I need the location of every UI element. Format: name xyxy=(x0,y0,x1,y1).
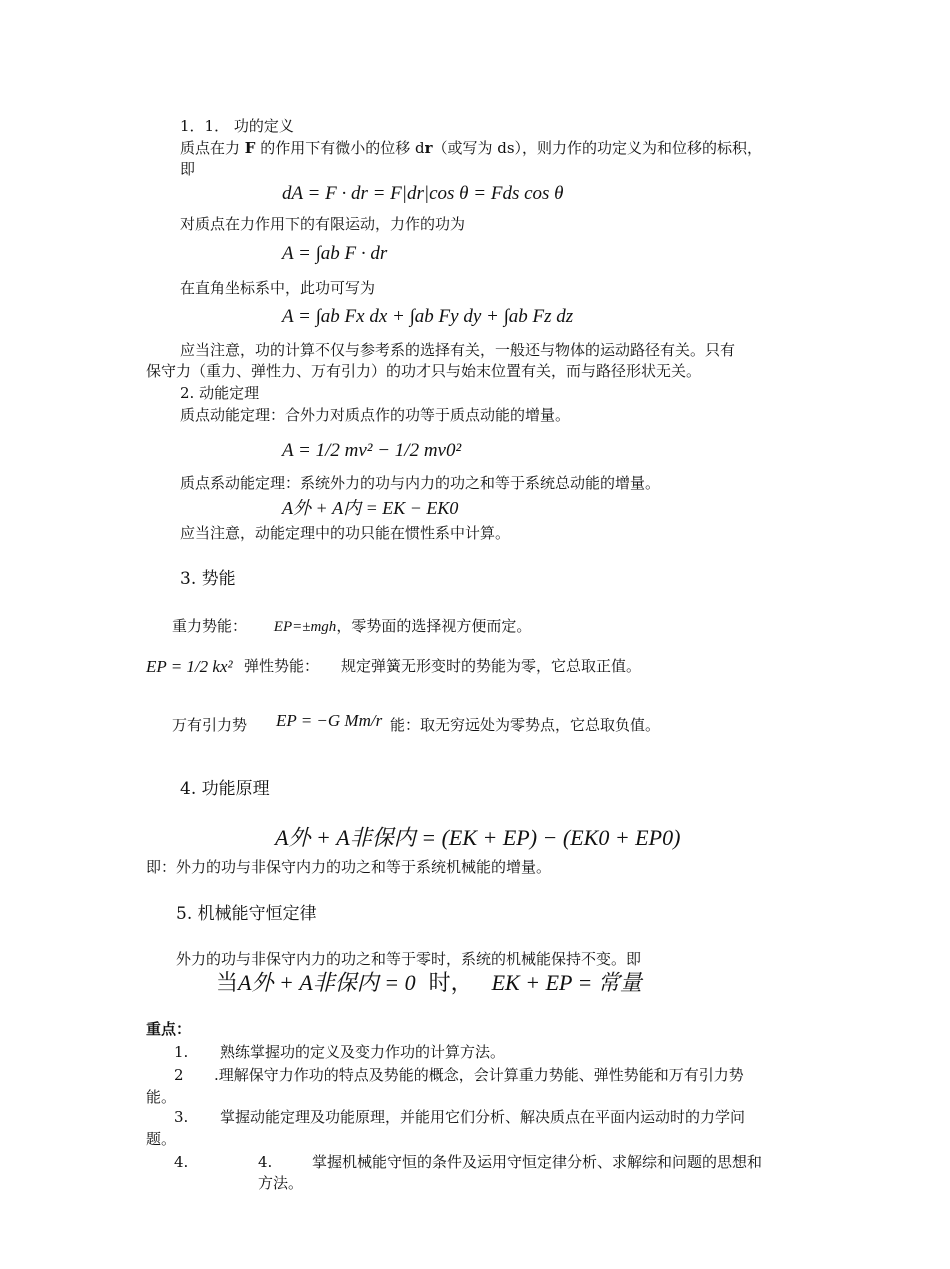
key-item-3-number: 3. xyxy=(174,1108,189,1126)
equation-conservation-line: 当A外 + A非保内 = 0 时， EK + EP = 常量 xyxy=(216,970,642,996)
key-item-3-cont: 题。 xyxy=(146,1130,177,1148)
s5-paragraph-1: 外力的功与非保守内力的功之和等于零时，系统的机械能保持不变。即 xyxy=(176,950,642,968)
equation-work-cartesian: A = ∫ab Fx dx + ∫ab Fy dy + ∫ab Fz dz xyxy=(282,306,574,327)
s1-paragraph-1: 质点在力 F 的作用下有微小的位移 dr（或写为 ds），则力作的功定义为和位移的标积， xyxy=(180,139,763,157)
section-1-title: 1．1． 功的定义 xyxy=(180,117,294,135)
section-3-title: 3. 势能 xyxy=(180,569,236,589)
s4-paragraph-1: 即：外力的功与非保守内力的功之和等于系统机械能的增量。 xyxy=(146,858,552,876)
universal-potential-formula: EP = −G Mm/r xyxy=(276,711,383,730)
key-item-2-number: 2 xyxy=(174,1066,184,1084)
equation-system-kinetic-energy: A外 + A内 = EK − EK0 xyxy=(282,498,459,518)
key-item-1-number: 1. xyxy=(174,1043,189,1061)
equation-kinetic-energy-theorem: A = 1/2 mv² − 1/2 mv0² xyxy=(282,440,462,461)
section-2-title: 2. 动能定理 xyxy=(180,384,260,402)
equation-work-element: dA = F · dr = F|dr|cos θ = Fds cos θ xyxy=(282,183,564,204)
equation-conservation-condition: A外 + A非保内 = 0 xyxy=(238,970,416,995)
s1-paragraph-4-cont: 保守力（重力、弹性力、万有引力）的功才只与始末位置有关，而与路径形状无关。 xyxy=(146,362,702,380)
key-item-2-cont: 能。 xyxy=(146,1088,177,1106)
key-item-4-text: 掌握机械能守恒的条件及运用守恒定律分析、求解综和问题的思想和 xyxy=(312,1153,763,1171)
s2-paragraph-3: 应当注意，动能定理中的功只能在惯性系中计算。 xyxy=(180,524,511,542)
equation-work-integral: A = ∫ab F · dr xyxy=(282,243,388,264)
key-item-1-text: 熟练掌握功的定义及变力作功的计算方法。 xyxy=(220,1043,506,1061)
s1-paragraph-2: 对质点在力作用下的有限运动，力作的功为 xyxy=(180,215,466,233)
key-item-4-cont: 方法。 xyxy=(258,1174,304,1192)
elastic-potential-formula: EP = 1/2 kx² xyxy=(146,657,233,676)
gravity-potential-formula: EP=±mgh xyxy=(273,619,337,635)
s2-paragraph-2: 质点系动能定理：系统外力的功与内力的功之和等于系统总动能的增量。 xyxy=(180,474,661,492)
equation-work-energy-principle: A外 + A非保内 = (EK + EP) − (EK0 + EP0) xyxy=(275,825,681,850)
s1-paragraph-3: 在直角坐标系中，此功可写为 xyxy=(180,279,376,297)
s1-paragraph-1-cont: 即 xyxy=(180,160,196,178)
key-item-4-number: 4. xyxy=(174,1153,189,1171)
s1-paragraph-4: 应当注意，功的计算不仅与参考系的选择有关，一般还与物体的运动路径有关。只有 xyxy=(180,341,736,359)
s2-paragraph-1: 质点动能定理：合外力对质点作的功等于质点动能的增量。 xyxy=(180,406,571,424)
key-points-title: 重点： xyxy=(146,1020,192,1038)
key-item-4-subnumber: 4. xyxy=(258,1153,273,1171)
universal-potential-label: 万有引力势 xyxy=(172,716,248,734)
section-5-title: 5. 机械能守恒定律 xyxy=(176,904,317,924)
elastic-potential-line: 弹性势能： 规定弹簧无形变时的势能为零，它总取正值。 xyxy=(244,657,642,675)
section-4-title: 4. 功能原理 xyxy=(180,779,270,799)
key-item-2-text: .理解保守力作功的特点及势能的概念，会计算重力势能、弹性势能和万有引力势 xyxy=(214,1066,744,1084)
key-item-3-text: 掌握动能定理及功能原理，并能用它们分析、解决质点在平面内运动时的力学问 xyxy=(220,1108,746,1126)
equation-conservation-result: EK + EP = 常量 xyxy=(491,970,642,995)
gravity-potential-line: 重力势能： EP=±mgh，零势面的选择视方便而定。 xyxy=(172,617,532,635)
universal-potential-text: 能：取无穷远处为零势点，它总取负值。 xyxy=(390,716,661,734)
